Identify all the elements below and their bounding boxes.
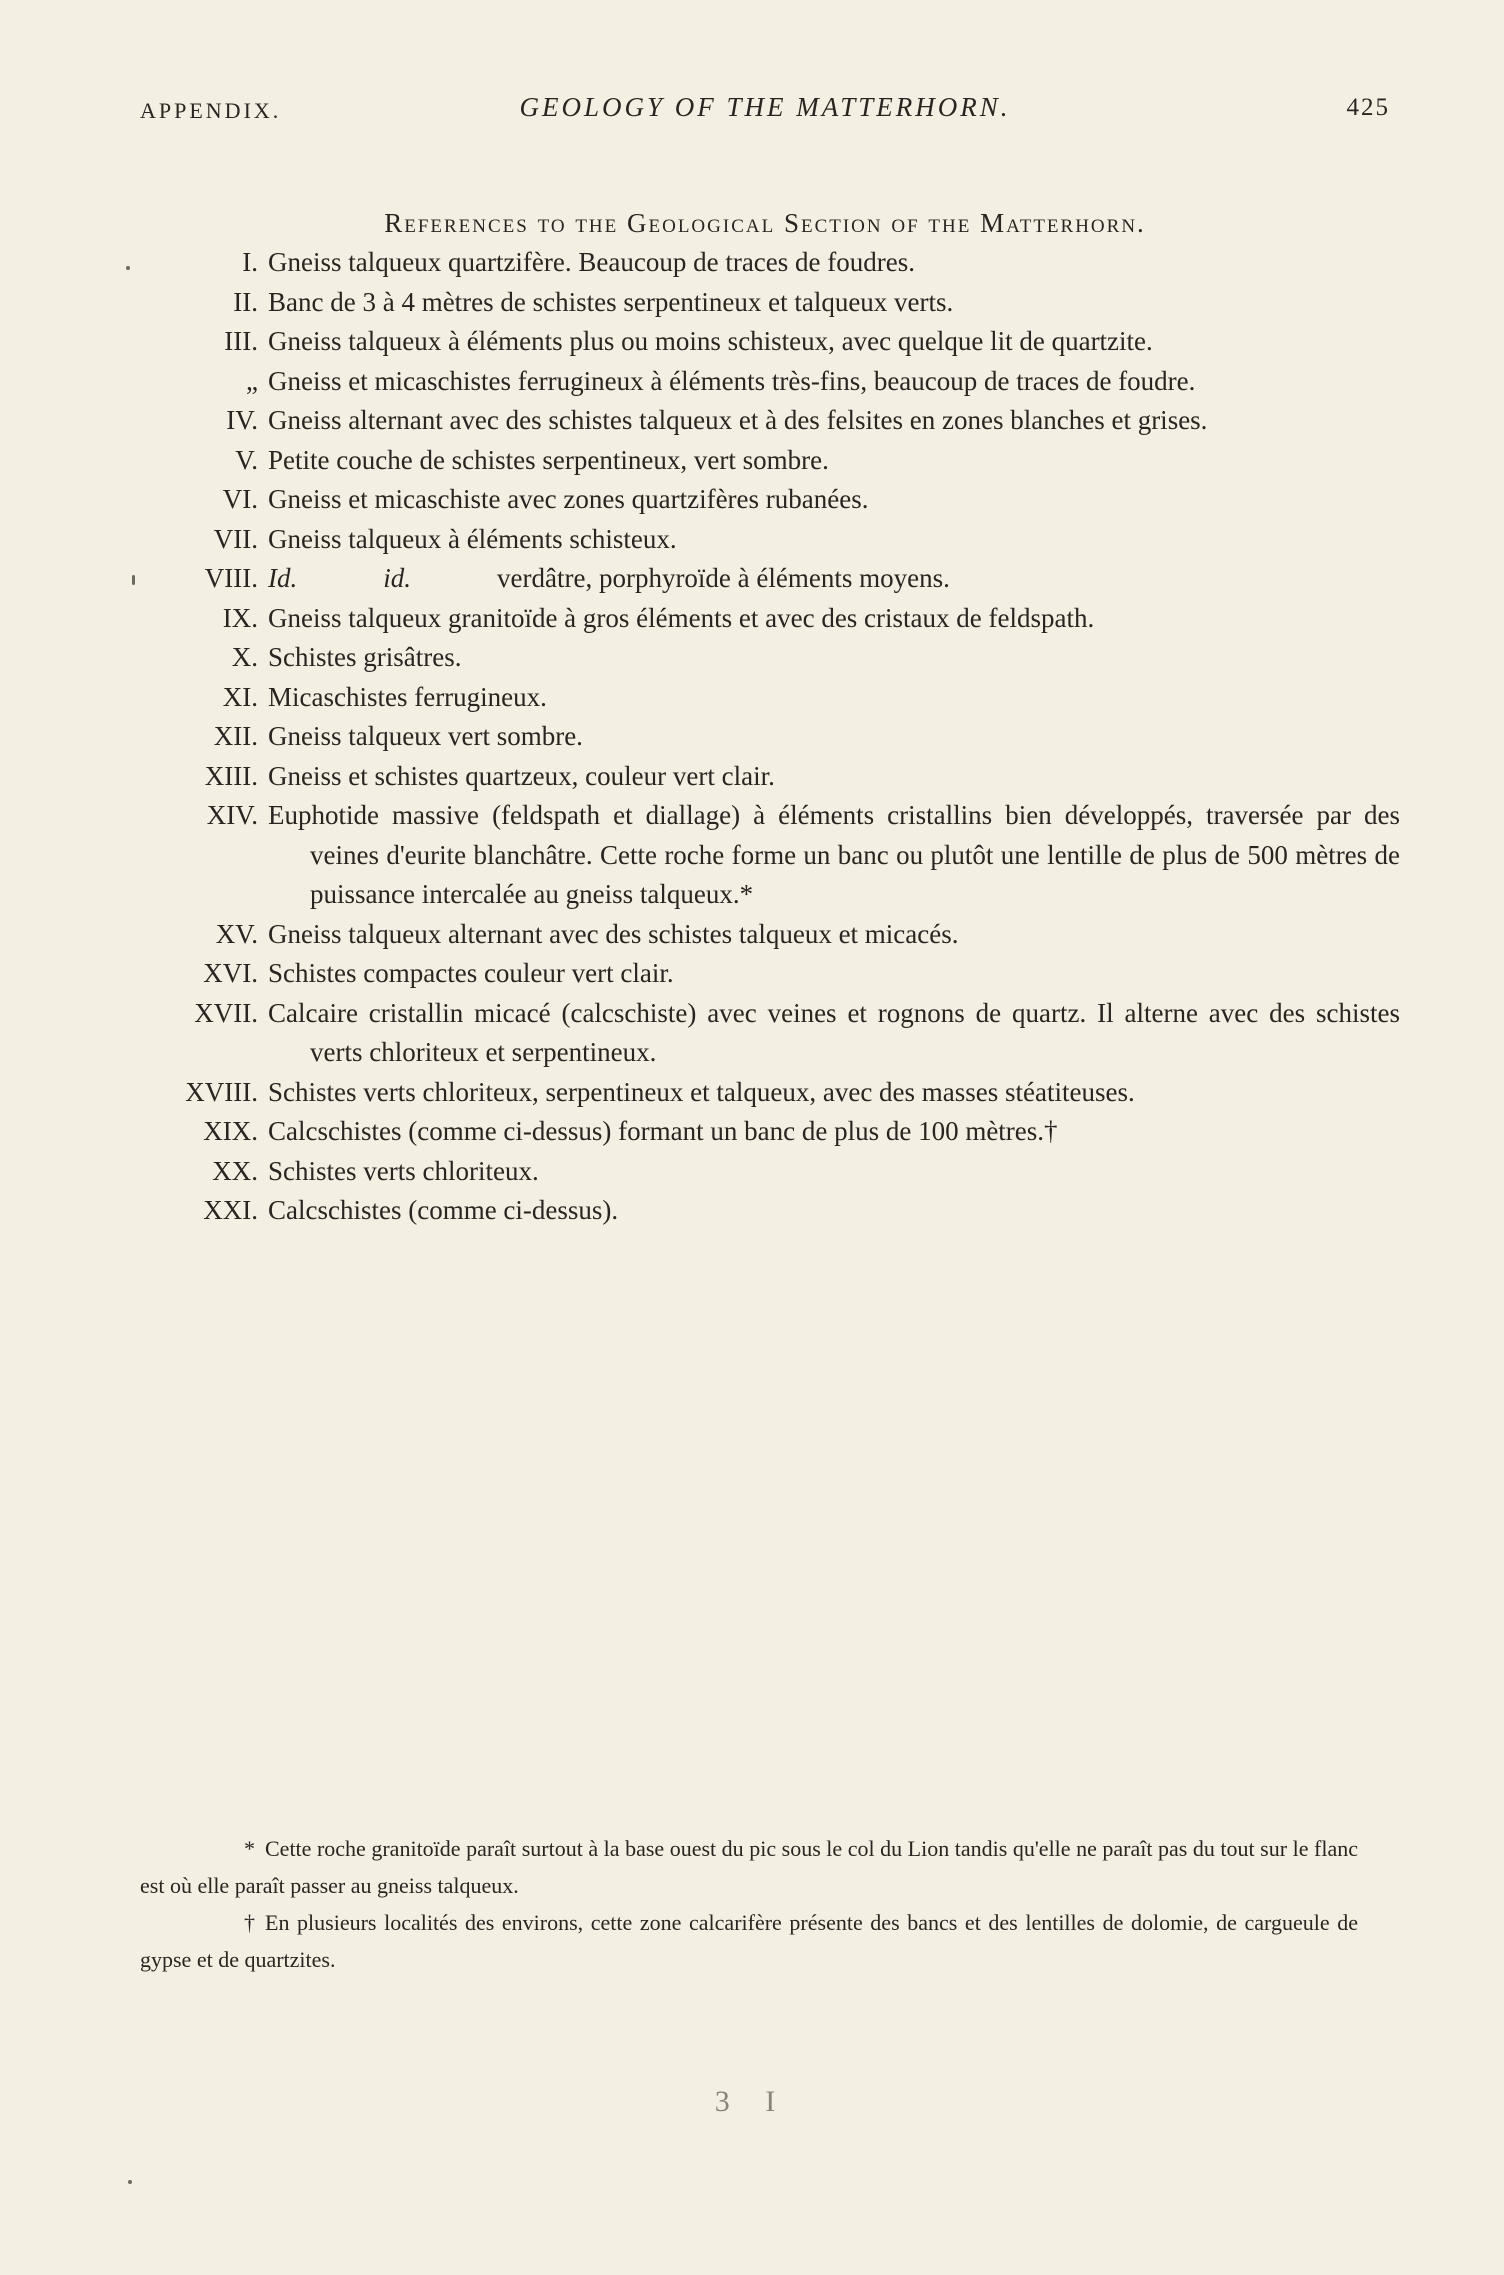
footnote [140, 1830, 1358, 1904]
entry-numeral: VI. [222, 484, 258, 514]
entry-numeral: „ [246, 365, 258, 396]
footnote-mark: * [244, 1836, 255, 1861]
entry-text: Gneiss talqueux vert sombre. [268, 721, 583, 751]
idem-first: Id. [268, 563, 298, 593]
list-item [0, 678, 1504, 718]
list-item [0, 915, 1504, 955]
entry-text: Gneiss talqueux à éléments schisteux. [268, 523, 677, 554]
entry-numeral: X. [231, 642, 258, 672]
reference-list [0, 243, 1504, 1231]
footnote-text: Cette roche granitoïde paraît surtout à la base ouest du pic sous le col du Lion tandis qu'elle ne paraît pas du tout sur le flanc est où elle paraît passer au gneiss talqueux. [140, 1836, 1358, 1898]
footnote-mark: † [244, 1910, 255, 1935]
entry-numeral: II. [233, 286, 258, 317]
entry-text: Micaschistes ferrugineux. [268, 681, 547, 712]
footnote [140, 1904, 1358, 1978]
entry-numeral: III. [224, 326, 258, 356]
entry-numeral: IX. [222, 602, 258, 633]
list-item [0, 599, 1504, 639]
entry-text: Gneiss talqueux alternant avec des schistes talqueux et micacés. [268, 918, 959, 949]
running-head-title: GEOLOGY OF THE MATTERHORN. [519, 92, 1011, 122]
list-item [0, 283, 1504, 323]
entry-text: Schistes grisâtres. [268, 642, 462, 672]
list-item [0, 638, 1504, 678]
print-speck [128, 2180, 132, 2184]
signature-mark: 3 I [714, 2085, 790, 2118]
entry-text: Calcaire cristallin micacé (calcschiste) avec veines et rognons de quartz. Il alterne avec des schistes verts chloriteux et serpentineux. [268, 997, 1400, 1067]
list-item [0, 322, 1504, 362]
entry-text: Banc de 3 à 4 mètres de schistes serpentineux et talqueux verts. [268, 286, 954, 317]
entry-description: verdâtre, porphyroïde à éléments moyens. [497, 563, 950, 593]
list-item [0, 757, 1504, 797]
entry-numeral: XIII. [204, 760, 258, 791]
entry-text: Schistes compactes couleur vert clair. [268, 958, 674, 988]
list-item [0, 480, 1504, 520]
entry-numeral: XVI. [203, 958, 258, 988]
entry-numeral: I. [242, 247, 258, 277]
list-item [0, 1191, 1504, 1231]
list-item [0, 1112, 1504, 1152]
list-item [0, 243, 1504, 283]
running-head [140, 92, 1390, 132]
list-item [0, 362, 1504, 402]
entry-text: Gneiss et micaschiste avec zones quartzifères rubanées. [268, 484, 869, 514]
list-item [0, 954, 1504, 994]
entry-text: Calcschistes (comme ci-dessus). [268, 1195, 619, 1225]
entry-text: Gneiss talqueux quartzifère. Beaucoup de traces de foudres. [268, 247, 915, 277]
entry-numeral: XIX. [203, 1116, 258, 1146]
entry-text [268, 559, 1400, 599]
entry-numeral: XII. [213, 721, 258, 751]
entry-text: Petite couche de schistes serpentineux, vert sombre. [268, 444, 829, 475]
entry-text: Gneiss et schistes quartzeux, couleur vert clair. [268, 760, 775, 791]
list-item [0, 994, 1504, 1073]
entry-numeral: V. [235, 444, 258, 475]
entry-text: Calcschistes (comme ci-dessus) formant un banc de plus de 100 mètres.† [268, 1116, 1058, 1146]
footnotes [140, 1830, 1358, 1978]
list-item [0, 441, 1504, 481]
entry-numeral: VII. [213, 523, 258, 554]
entry-numeral: XV. [215, 918, 258, 949]
list-item [0, 717, 1504, 757]
entry-numeral: XIV. [206, 800, 258, 830]
entry-numeral: IV. [226, 405, 258, 435]
page-number: 425 [1346, 94, 1390, 121]
section-title: References to the Geological Section of the Matterhorn. [384, 208, 1146, 238]
running-head-left: APPENDIX. [140, 98, 282, 123]
footnote-text: En plusieurs localités des environs, cette zone calcarifère présente des bancs et des lentilles de dolomie, de cargueule de gypse et de quartzites. [140, 1910, 1358, 1972]
entry-text: Schistes verts chloriteux. [268, 1155, 539, 1186]
entry-numeral: VIII. [204, 563, 258, 593]
list-item [0, 401, 1504, 441]
entry-numeral: XXI. [203, 1195, 258, 1225]
entry-text: Gneiss et micaschistes ferrugineux à éléments très-fins, beaucoup de traces de foudre. [268, 365, 1196, 396]
entry-numeral: XX. [212, 1155, 258, 1186]
entry-numeral: XI. [222, 681, 258, 712]
list-item [0, 1152, 1504, 1192]
idem-second: id. [383, 563, 412, 593]
entry-text: Gneiss talqueux à éléments plus ou moins schisteux, avec quelque lit de quartzite. [268, 326, 1153, 356]
list-item [0, 1073, 1504, 1113]
list-item [0, 520, 1504, 560]
entry-numeral: XVIII. [185, 1076, 258, 1107]
entry-text: Gneiss talqueux granitoïde à gros éléments et avec des cristaux de feldspath. [268, 602, 1095, 633]
entry-numeral: XVII. [194, 997, 258, 1028]
entry-text: Gneiss alternant avec des schistes talqueux et à des felsites en zones blanches et grises. [268, 405, 1208, 435]
list-item [0, 796, 1504, 915]
list-item [0, 559, 1504, 599]
entry-text: Euphotide massive (feldspath et diallage) à éléments cristallins bien développés, traversée par des veines d'eurite blanchâtre. Cette roche forme un banc ou plutôt une lentille de plus de 500 mètres de puissance intercalée au gneiss talqueux.* [268, 800, 1400, 909]
entry-text: Schistes verts chloriteux, serpentineux et talqueux, avec des masses stéatiteuses. [268, 1076, 1135, 1107]
